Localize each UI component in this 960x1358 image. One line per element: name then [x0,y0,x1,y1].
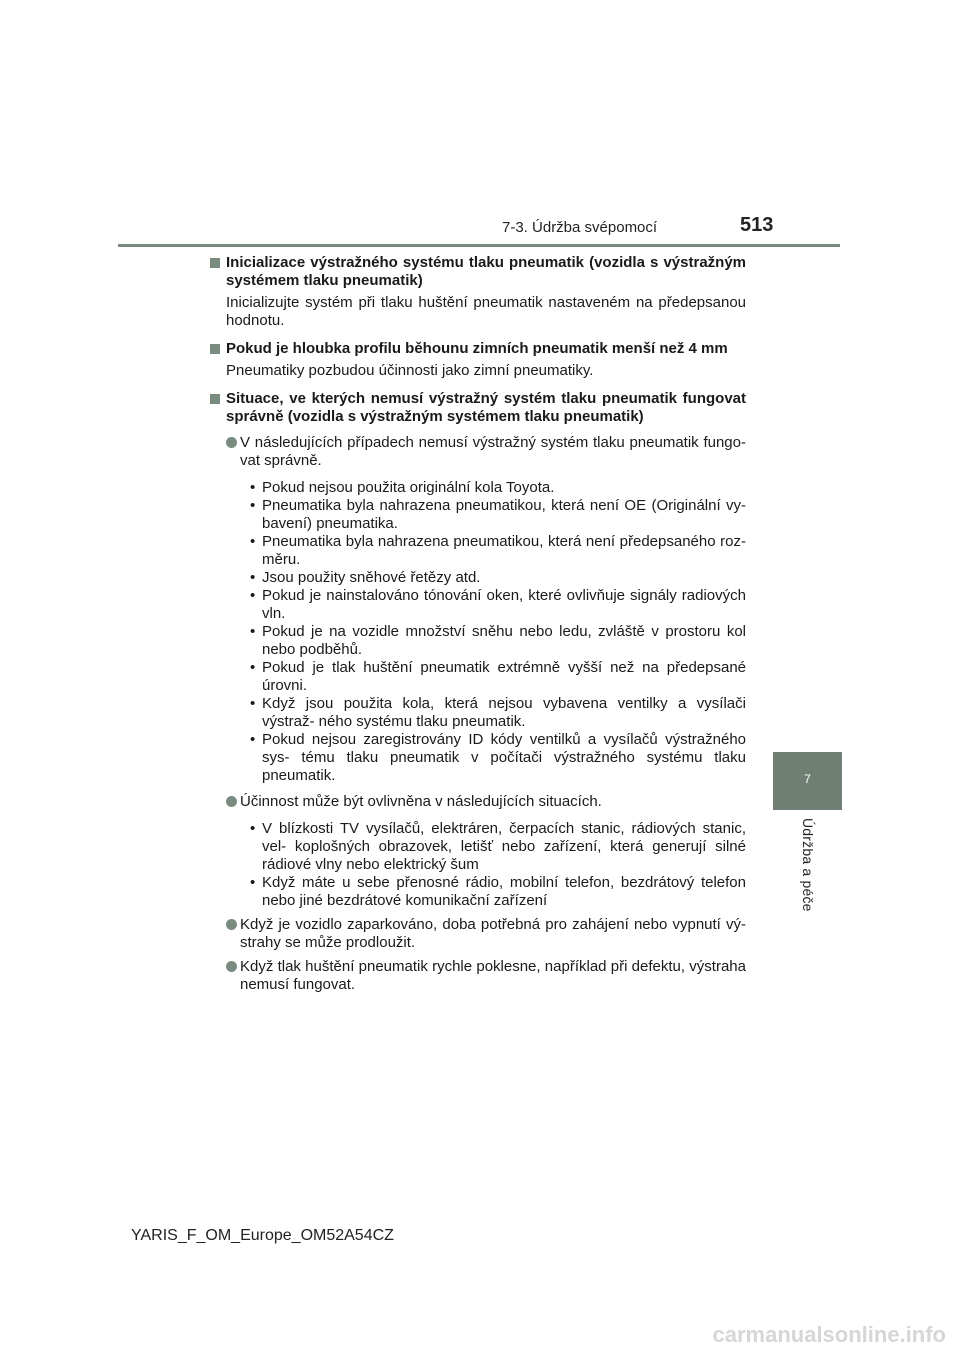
point-item [226,916,746,952]
section-text: Inicializujte systém při tlaku huštění pneumatik nastaveném na předepsanou hodnotu. [226,294,746,329]
document-code: YARIS_F_OM_Europe_OM52A54CZ [131,1227,394,1244]
watermark-logo: carmanualsonline.info [712,1322,946,1347]
circle-bullet-icon [226,961,237,972]
point-text: Účinnost může být ovlivněna v následujících situacích. [240,793,602,810]
bullet-item: • Pneumatika byla nahrazena pneumatikou, která není předepsaného roz- měru. [250,533,746,569]
section-heading: Situace, ve kterých nemusí výstražný systém tlaku pneumatik fungovat správně (vozidla s výstražným systémem tlaku pneumatik) [226,390,746,425]
chapter-number: 7 [804,772,811,786]
section-winter-tires [210,340,746,380]
section-heading: Inicializace výstražného systému tlaku pneumatik (vozidla s výstražným systémem tlaku pneumatik) [226,254,746,289]
section-situations [210,390,746,994]
page-number: 513 [740,214,774,236]
point-text: V následujících případech nemusí výstražný systém tlaku pneumatik fungo- vat správně. [240,434,746,469]
square-bullet-icon [210,394,220,404]
bullet-item: • Pokud nejsou použita originální kola Toyota. [250,479,746,497]
section-title: 7-3. Údržba svépomocí [502,219,658,236]
point-text: Když je vozidlo zaparkováno, doba potřebná pro zahájení nebo vypnutí vý- strahy se může prodloužit. [240,916,746,951]
chapter-label: Údržba a péče [800,818,816,912]
bullet-item: • Když jsou použita kola, která nejsou vybavena ventilky a vysílači výstraž- ného systému tlaku pneumatik. [250,695,746,731]
bullet-item: • V blízkosti TV vysílačů, elektráren, čerpacích stanic, rádiových stanic, vel- koplošných obrazovek, letišť nebo zařízení, která generují silné rádiové vlny nebo elektrický šum [250,820,746,874]
chapter-tab [773,752,842,810]
square-bullet-icon [210,344,220,354]
point-text: Když tlak huštění pneumatik rychle poklesne, například při defektu, výstraha nemusí fungovat. [240,958,746,993]
bullet-item: • Pneumatika byla nahrazena pneumatikou, která není OE (Originální vy- bavení) pneumatika. [250,497,746,533]
bullet-list [226,479,746,785]
point-item [226,434,746,470]
circle-bullet-icon [226,437,237,448]
section-text: Pneumatiky pozbudou účinnosti jako zimní pneumatiky. [226,362,594,379]
bullet-item: • Když máte u sebe přenosné rádio, mobilní telefon, bezdrátový telefon nebo jiné bezdrátové komunikační zařízení [250,874,746,910]
header-divider [118,244,840,247]
bullet-item: • Jsou použity sněhové řetězy atd. [250,569,746,587]
section-initialization [210,254,746,330]
point-item [226,958,746,994]
point-item [226,793,746,811]
square-bullet-icon [210,258,220,268]
bullet-item: • Pokud je tlak huštění pneumatik extrémně vyšší než na předepsané úrovni. [250,659,746,695]
circle-bullet-icon [226,796,237,807]
section-heading: Pokud je hloubka profilu běhounu zimních pneumatik menší než 4 mm [226,340,728,357]
bullet-list [226,820,746,910]
page-content [210,254,746,994]
circle-bullet-icon [226,919,237,930]
bullet-item: • Pokud nejsou zaregistrovány ID kódy ventilků a vysílačů výstražného sys- tému tlaku pneumatik v počítači výstražného systému tlaku pneumatik. [250,731,746,785]
bullet-item: • Pokud je na vozidle množství sněhu nebo ledu, zvláště v prostoru kol nebo podběhů. [250,623,746,659]
bullet-item: • Pokud je nainstalováno tónování oken, které ovlivňuje signály radiových vln. [250,587,746,623]
